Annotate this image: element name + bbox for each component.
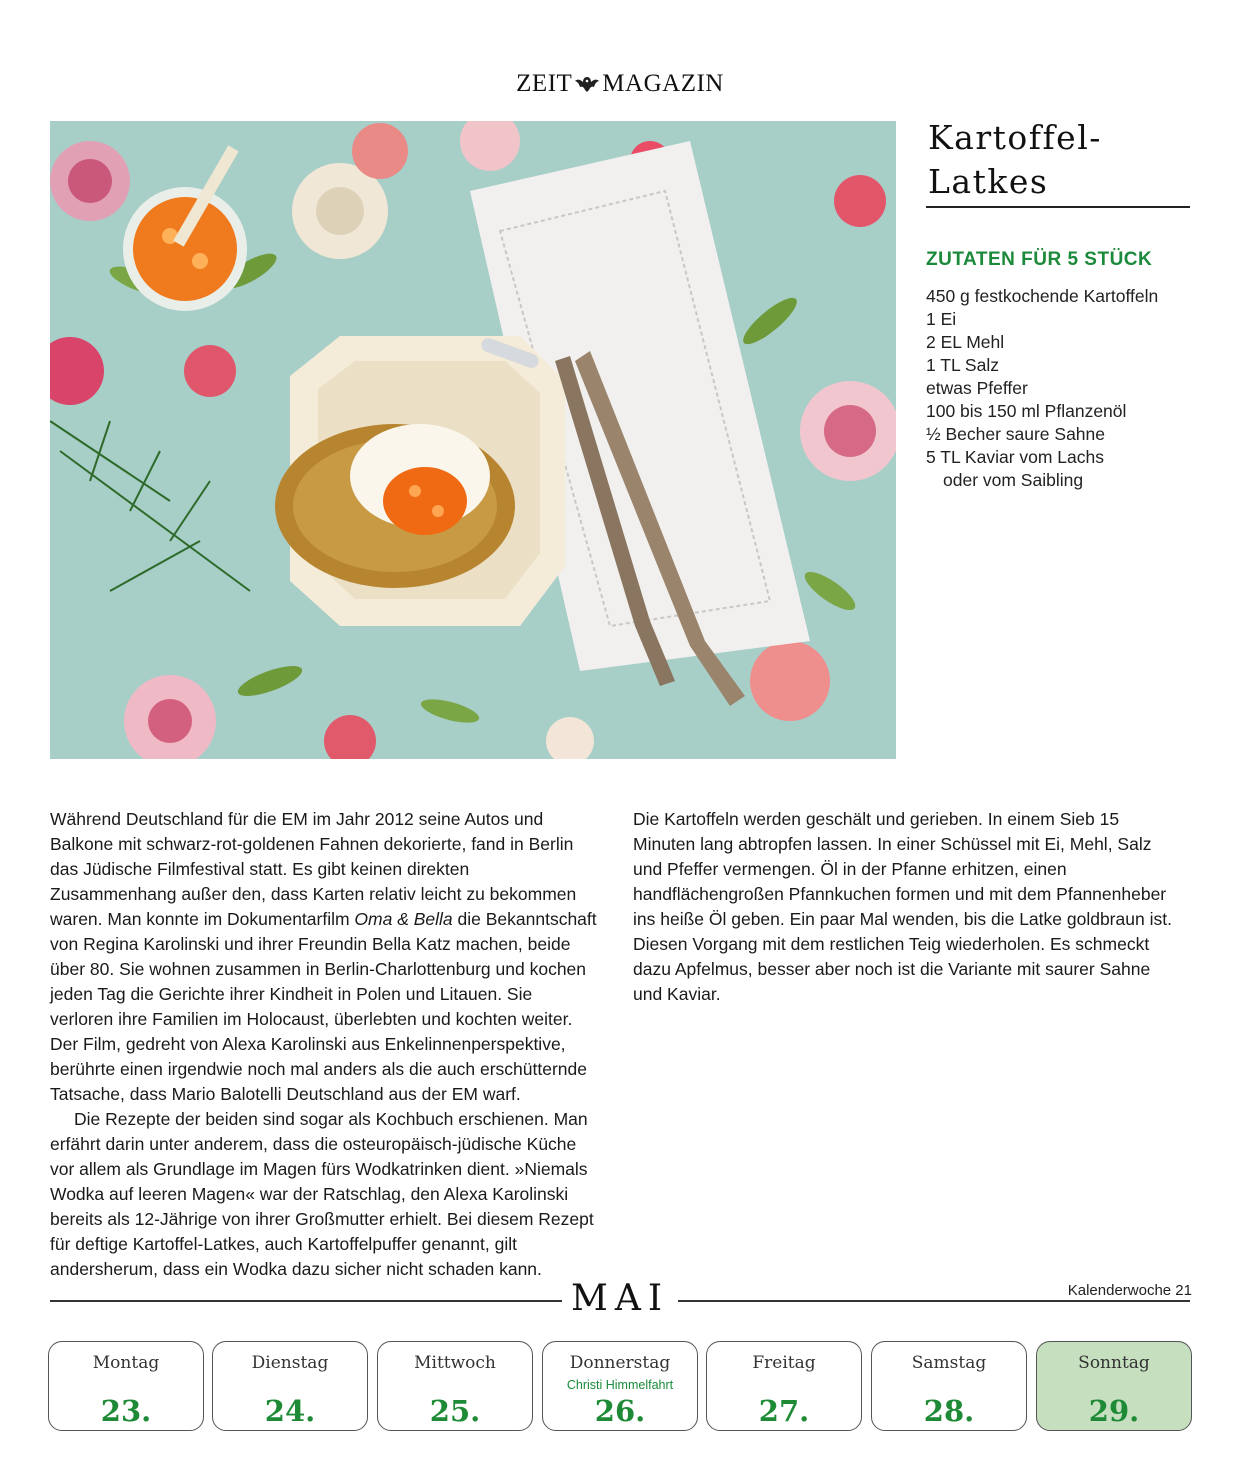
day-name: Samstag — [911, 1353, 987, 1373]
recipe-title-line-2: Latkes — [928, 162, 1049, 201]
recipe-title-line-1: Kartoffel- — [928, 118, 1102, 157]
ingredient-item: ½ Becher saure Sahne — [926, 424, 1106, 444]
article-column-1 — [50, 807, 598, 1282]
ingredients-list — [926, 285, 1158, 492]
day-monday — [48, 1341, 204, 1431]
article-paragraph-1: Während Deutschland für die EM im Jahr 2012 seine Autos und Balkone mit schwarz-rot-goldenen Fahnen dekorierte, fand in Berlin das Jüdische Filmfestival statt. Es gibt keinen direkten Zusammenhang außer den, dass Karten relativ leicht zu bekommen waren. Man konnte im Dokumentarfilm Oma & Bella die Bekanntschaft von Regina Karolinski und ihrer Freundin Bella Katz machen, beide über 80. Sie wohnen zusammen in Berlin-Charlottenburg und kochen jeden Tag die Gerichte ihrer Kindheit in Polen und Litauen. Sie verloren ihre Familien im Holocaust, überlebten und kochten weiter. Der Film, gedreht von Alexa Karolinski aus Enkelinnenperspektive, berührte einen irgendwie noch mal anders als die auch erschütternde Tatsache, dass Mario Balotelli Deutschland aus der EM warf. — [50, 809, 597, 1104]
ingredient-item: 100 bis 150 ml Pflanzenöl — [926, 401, 1127, 421]
calendar-days — [48, 1341, 1192, 1431]
day-name: Dienstag — [251, 1353, 329, 1373]
ingredient-item: etwas Pfeffer — [926, 378, 1028, 398]
day-number: 25. — [429, 1394, 481, 1428]
ingredient-item: 450 g festkochende Kartoffeln — [926, 286, 1159, 306]
day-name: Montag — [92, 1353, 160, 1373]
day-name: Sonntag — [1078, 1353, 1150, 1373]
caviar-topping — [383, 467, 467, 535]
ingredient-item: oder vom Saibling — [943, 470, 1084, 490]
recipe-title — [928, 116, 1190, 204]
article-paragraph-3: Die Kartoffeln werden geschält und gerieben. In einem Sieb 15 Minuten lang abtropfen lassen. In einer Schüssel mit Ei, Mehl, Salz und Pfeffer vermengen. Öl in der Pfanne erhitzen, einen handflächengroßen Pfannkuchen formen und mit dem Pfannenheber ins heiße Öl geben. Ein paar Mal wenden, bis die Latke goldbraun ist. Diesen Vorgang mit dem restlichen Teig wiederholen. Es schmeckt dazu Apfelmus, besser aber noch ist die Variante mit saurer Sahne und Kaviar. — [633, 809, 1172, 1004]
film-title: Oma & Bella — [354, 909, 453, 929]
eagle-crest-icon — [574, 75, 600, 93]
holiday-label: Christi Himmelfahrt — [566, 1378, 674, 1392]
article-column-2 — [633, 807, 1181, 1007]
day-sunday — [1036, 1341, 1192, 1431]
day-number: 27. — [758, 1394, 810, 1428]
masthead-magazin: MAGAZIN — [602, 70, 724, 97]
day-wednesday — [377, 1341, 533, 1431]
month-rule-right — [678, 1300, 1190, 1302]
masthead-logo — [0, 70, 1240, 98]
ingredient-item: 1 Ei — [926, 309, 957, 329]
food-photo — [50, 121, 896, 759]
day-name: Donnerstag — [569, 1353, 671, 1373]
calendar-week-label: Kalenderwoche 21 — [1067, 1282, 1192, 1299]
day-thursday — [542, 1341, 698, 1431]
month-rule-left — [50, 1300, 562, 1302]
day-name: Freitag — [752, 1353, 816, 1373]
article-paragraph-2: Die Rezepte der beiden sind sogar als Kochbuch erschienen. Man erfährt darin unter anderem, dass die osteuropäisch-jüdische Küche vor allem als Grundlage im Magen fürs Wodkatrinken dient. »Niemals Wodka auf leeren Magen« war der Ratschlag, den Alexa Karolinski bereits als 12-Jährige von ihrer Großmutter erhielt. Bei diesem Rezept für deftige Kartoffel-Latkes, auch Kartoffelpuffer genannt, gilt andersherum, dass ein Wodka dazu sicher nicht schaden kann. — [50, 1109, 594, 1279]
day-number: 24. — [264, 1394, 316, 1428]
ingredient-item: 2 EL Mehl — [926, 332, 1005, 352]
food-photo-illustration — [50, 121, 896, 759]
masthead-zeit: ZEIT — [516, 70, 573, 97]
day-name: Mittwoch — [414, 1353, 496, 1373]
day-number: 23. — [100, 1394, 152, 1428]
month-label: MAI — [570, 1278, 670, 1319]
ingredients-heading: ZUTATEN FÜR 5 STÜCK — [926, 249, 1153, 270]
ingredient-item: 1 TL Salz — [926, 355, 999, 375]
day-friday — [706, 1341, 862, 1431]
day-tuesday — [212, 1341, 368, 1431]
day-number: 26. — [594, 1394, 646, 1428]
day-saturday — [871, 1341, 1027, 1431]
day-number: 28. — [923, 1394, 975, 1428]
day-number: 29. — [1088, 1394, 1140, 1428]
ingredient-item: 5 TL Kaviar vom Lachs — [926, 447, 1104, 467]
title-divider — [926, 206, 1190, 208]
